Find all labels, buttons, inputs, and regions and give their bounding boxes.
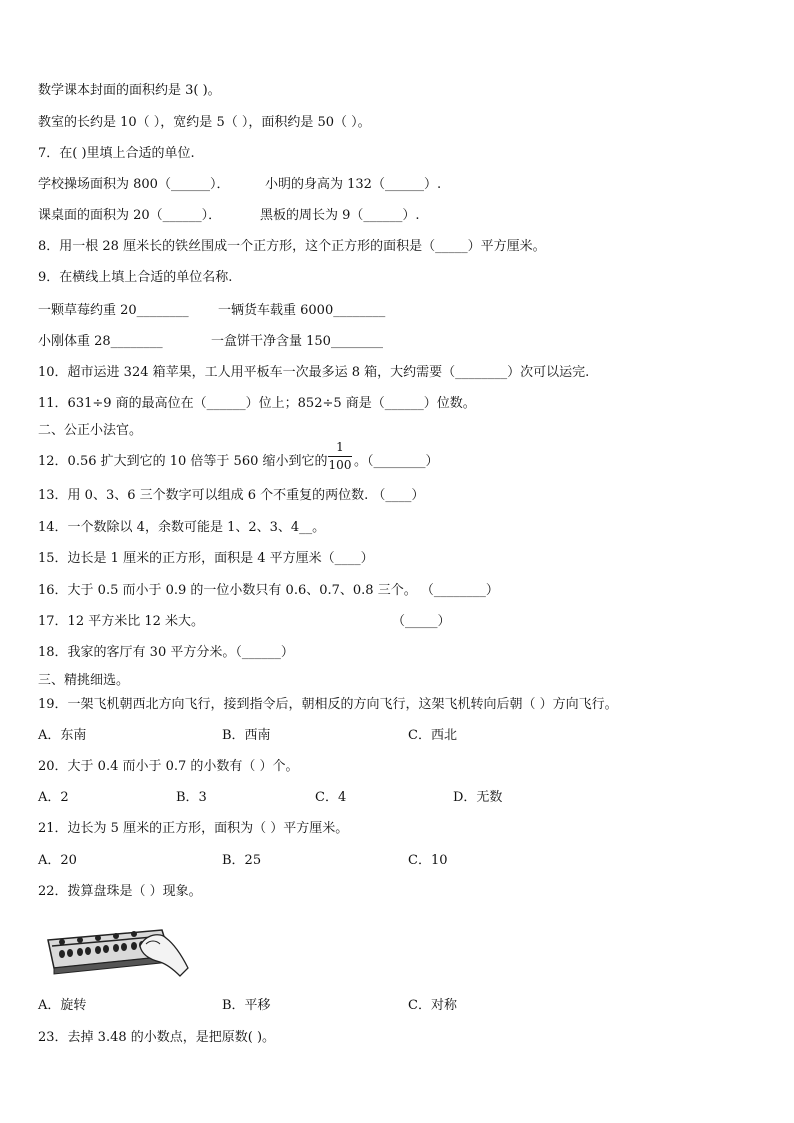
option-c: C．10 <box>408 853 448 868</box>
question-23: 23．去掉 3.48 的小数点，是把原数( )。 <box>38 1030 276 1045</box>
question-line: 小明的身高为 132（______）. <box>265 177 442 192</box>
question-8: 8．用一根 28 厘米长的铁丝围成一个正方形，这个正方形的面积是（_____）平方厘米。 <box>38 239 546 254</box>
question-22: 22．拨算盘珠是（ ）现象。 <box>38 884 202 899</box>
question-15: 15．边长是 1 厘米的正方形，面积是 4 平方厘米（____） <box>38 551 374 566</box>
question-11: 11．631÷9 商的最高位在（______）位上；852÷5 商是（______）位数。 <box>38 396 476 411</box>
question-17: 17．12 平方米比 12 米大。 <box>38 614 205 629</box>
question-line: 一盒饼干净含量 150________ <box>211 334 383 349</box>
option-c: C．4 <box>315 790 347 805</box>
option-a: A．旋转 <box>38 998 87 1013</box>
question-7-title: 7．在( )里填上合适的单位. <box>38 146 195 161</box>
option-b: B．25 <box>222 853 262 868</box>
fraction-bar <box>328 456 352 457</box>
question-18: 18．我家的客厅有 30 平方分米。（______） <box>38 645 294 660</box>
section-2-heading: 二、公正小法官。 <box>38 423 143 438</box>
option-a: A．2 <box>38 790 69 805</box>
question-16: 16．大于 0.5 而小于 0.9 的一位小数只有 0.6、0.7、0.8 三个。 （________） <box>38 583 499 598</box>
option-b: B．平移 <box>222 998 271 1013</box>
abacus-hand-illustration <box>42 916 192 986</box>
question-line: 小刚体重 28________ <box>38 334 163 349</box>
option-a: A．东南 <box>38 728 87 743</box>
question-19: 19．一架飞机朝西北方向飞行，接到指令后，朝相反的方向飞行，这架飞机转向后朝（ ）方向飞行。 <box>38 697 618 712</box>
question-line: 一颗草莓约重 20________ <box>38 303 189 318</box>
answer-blank: （_____） <box>392 614 451 629</box>
option-a: A．20 <box>38 853 77 868</box>
question-21: 21．边长为 5 厘米的正方形，面积为（ ）平方厘米。 <box>38 821 349 836</box>
question-13: 13．用 0、3、6 三个数字可以组成 6 个不重复的两位数. （____） <box>38 488 425 503</box>
question-line: 黑板的周长为 9（______）. <box>260 208 420 223</box>
question-line: 一辆货车载重 6000________ <box>218 303 386 318</box>
option-c: C．西北 <box>408 728 457 743</box>
question-line: 学校操场面积为 800（______）． <box>38 177 230 192</box>
question-10: 10．超市运进 324 箱苹果，工人用平板车一次最多运 8 箱，大约需要（________）次可以运完. <box>38 365 590 380</box>
question-20: 20．大于 0.4 而小于 0.7 的小数有（ ）个。 <box>38 759 299 774</box>
fraction-numerator: 1 <box>336 440 344 454</box>
section-3-heading: 三、精挑细选。 <box>38 673 130 688</box>
option-d: D．无数 <box>453 790 503 805</box>
question-line: 课桌面的面积为 20（______）． <box>38 208 222 223</box>
option-b: B．西南 <box>222 728 271 743</box>
question-line: 数学课本封面的面积约是 3( )。 <box>38 83 221 98</box>
answer-blank: 。（________） <box>354 454 439 469</box>
question-9-title: 9．在横线上填上合适的单位名称. <box>38 270 233 285</box>
fraction-denominator: 100 <box>328 458 352 472</box>
question-14: 14．一个数除以 4，余数可能是 1、2、3、4__。 <box>38 520 326 535</box>
option-b: B．3 <box>176 790 207 805</box>
fraction <box>328 440 352 473</box>
question-line: 教室的长约是 10（ ），宽约是 5（ ），面积约是 50（ ）。 <box>38 115 371 130</box>
question-12: 12．0.56 扩大到它的 10 倍等于 560 缩小到它的 <box>38 454 328 469</box>
option-c: C．对称 <box>408 998 457 1013</box>
